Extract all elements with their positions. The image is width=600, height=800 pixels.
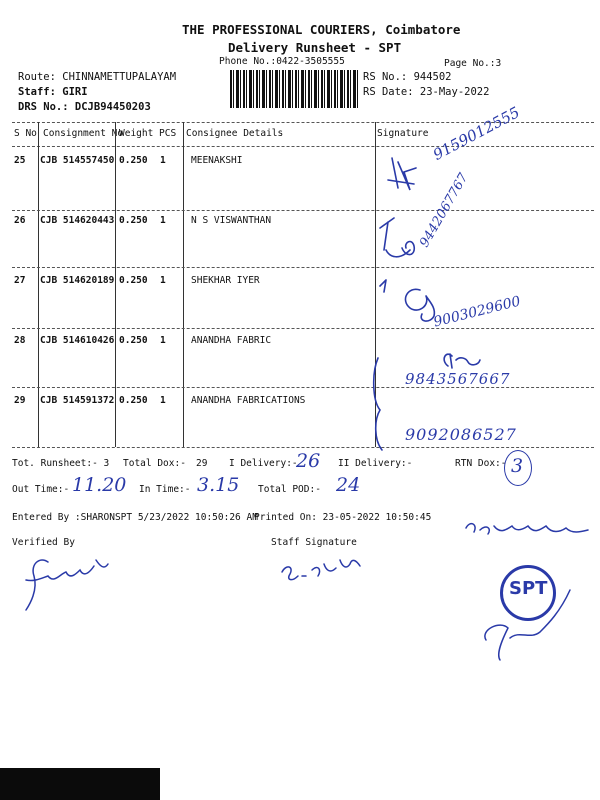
row-consignment: CJB 514591372 [40, 395, 115, 406]
printed-on: Printed On: 23-05-2022 10:50:45 [254, 512, 432, 523]
row-sno: 28 [14, 335, 26, 346]
ii-delivery-label: II Delivery:- [338, 458, 413, 469]
drs-label: DRS No.: [18, 101, 69, 113]
route-label: Route: [18, 71, 56, 83]
row-consignee: SHEKHAR IYER [191, 275, 260, 286]
col-consignment: Consignment No [43, 128, 124, 139]
row-weight: 0.250 [119, 155, 148, 166]
signature-scribble [380, 218, 414, 257]
row-sno: 25 [14, 155, 26, 166]
signature-scribble [388, 158, 416, 190]
rs-date: RS Date: 23-May-2022 [363, 86, 490, 98]
row-consignee: ANANDHA FABRIC [191, 335, 272, 346]
row-sno: 29 [14, 395, 26, 406]
document-title: Delivery Runsheet - SPT [228, 40, 402, 55]
signature-marks [370, 110, 600, 460]
row-consignment: CJB 514620443 [40, 215, 115, 226]
staff-signature-label: Staff Signature [271, 537, 357, 548]
drs-row [18, 101, 151, 113]
row-pcs: 1 [160, 335, 166, 346]
col-sno: S No [14, 128, 37, 139]
row-sno: 27 [14, 275, 26, 286]
row-consignment: CJB 514610426 [40, 335, 115, 346]
row-weight: 0.250 [119, 395, 148, 406]
row-weight: 0.250 [119, 275, 148, 286]
rtn-dox-value: 3 [511, 455, 524, 477]
total-dox-value: 29 [196, 458, 208, 469]
out-time-value: 11.20 [72, 474, 127, 496]
row-consignee: N S VISWANTHAN [191, 215, 272, 226]
col-pcs: PCS [159, 128, 177, 139]
col-consignee: Consignee Details [186, 128, 284, 139]
signature-phone: 9092086527 [405, 425, 517, 444]
row-pcs: 1 [160, 155, 166, 166]
col-weight: Weight [119, 128, 154, 139]
signature-scribble [444, 354, 480, 368]
staff-label: Staff: [18, 86, 56, 98]
signature-scribble [374, 358, 382, 450]
signature-phone: 9003029600 [432, 293, 523, 331]
page-number: Page No.:3 [444, 58, 502, 69]
total-runsheet: Tot. Runsheet:- 3 [12, 458, 110, 469]
drs-value: DCJB94450203 [74, 101, 151, 113]
out-time-label: Out Time:- [12, 484, 70, 495]
row-weight: 0.250 [119, 335, 148, 346]
col-signature: Signature [377, 128, 429, 139]
redaction-bar [0, 768, 160, 800]
staff-signature [282, 560, 360, 580]
signature-scribble [405, 289, 434, 321]
row-sno: 26 [14, 215, 26, 226]
row-pcs: 1 [160, 215, 166, 226]
row-consignee: ANANDHA FABRICATIONS [191, 395, 306, 406]
rs-number: RS No.: 944502 [363, 71, 452, 83]
route-row [18, 71, 176, 83]
row-pcs: 1 [160, 395, 166, 406]
row-pcs: 1 [160, 275, 166, 286]
signature-phone: 9159012555 [430, 103, 523, 164]
in-time-label: In Time:- [139, 484, 191, 495]
company-stamp-text: SPT [509, 578, 548, 599]
entered-by: Entered By :SHARONSPT 5/23/2022 10:50:26 AM [12, 512, 258, 523]
row-weight: 0.250 [119, 215, 148, 226]
verifier-signature [26, 560, 108, 610]
verified-by-label: Verified By [12, 537, 75, 548]
row-consignment: CJB 514620189 [40, 275, 115, 286]
company-name: THE PROFESSIONAL COURIERS, Coimbatore [182, 22, 461, 37]
staff-value: GIRI [62, 86, 88, 98]
staff-row [18, 86, 88, 98]
signature-scribble [380, 280, 386, 292]
in-time-value: 3.15 [197, 474, 240, 496]
row-consignment: CJB 514557450 [40, 155, 115, 166]
i-delivery-value: 26 [296, 450, 321, 472]
row-consignee: MEENAKSHI [191, 155, 243, 166]
barcode [230, 70, 358, 108]
total-pod-label: Total POD:- [258, 484, 321, 495]
total-dox-label: Total Dox:- [123, 458, 186, 469]
phone-number: Phone No.:0422-3505555 [219, 56, 345, 67]
total-pod-value: 24 [336, 474, 361, 496]
route-value: CHINNAMETTUPALAYAM [62, 71, 177, 83]
i-delivery-label: I Delivery:- [229, 458, 298, 469]
rtn-dox-label: RTN Dox:- [455, 458, 507, 469]
tamil-signature [466, 524, 588, 534]
signature-phone: 9843567667 [405, 370, 511, 388]
signature-phone: 9442067767 [417, 170, 472, 250]
